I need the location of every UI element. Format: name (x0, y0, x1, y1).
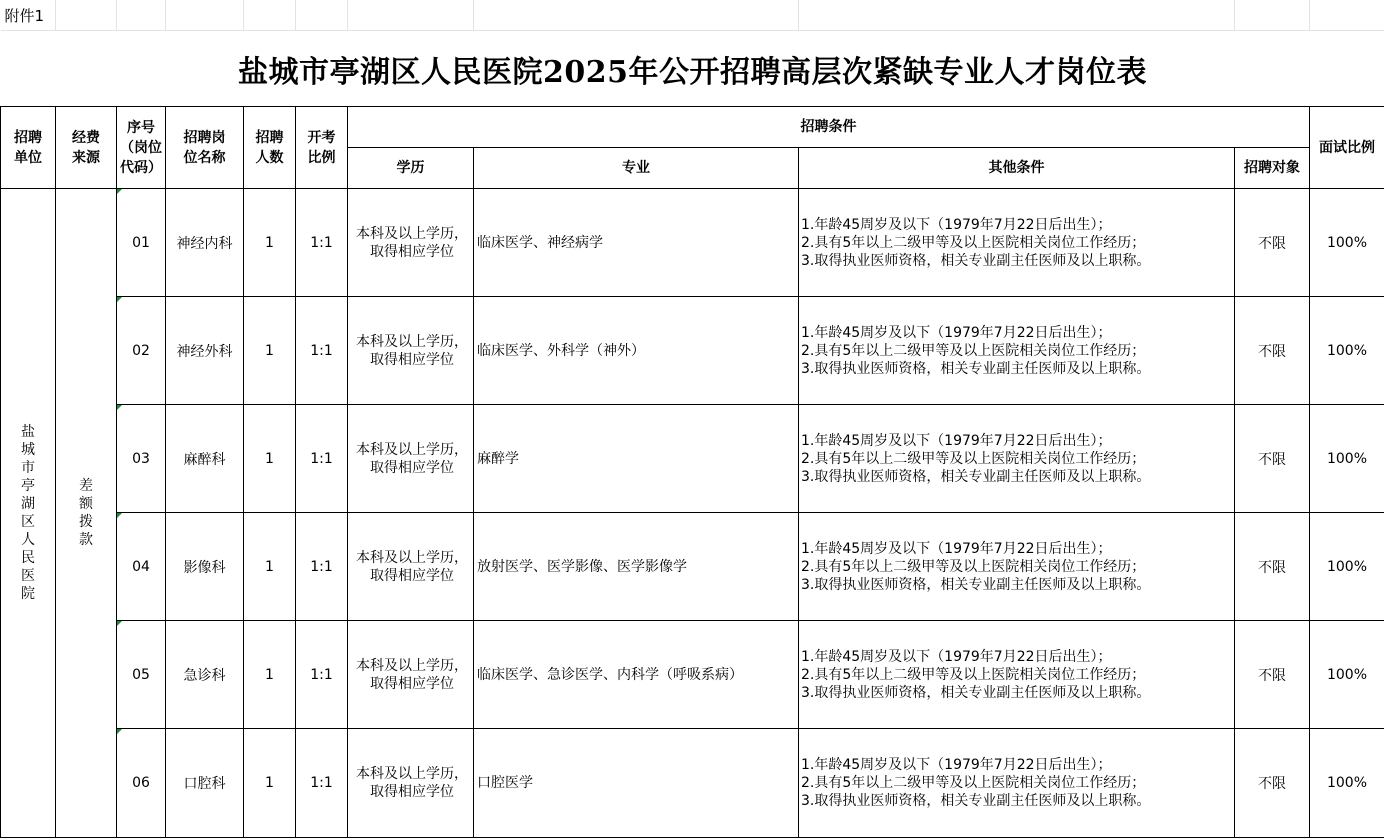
major-cell: 临床医学、急诊医学、内科学（呼吸系病） (474, 621, 799, 729)
condition-line: 1.年龄45周岁及以下（1979年7月22日后出生）； (801, 648, 1112, 665)
condition-line: 1.年龄45周岁及以下（1979年7月22日后出生）； (801, 757, 1112, 773)
ratio-cell: 1:1 (296, 297, 348, 405)
header-major: 专业 (474, 148, 799, 189)
condition-line: 3.取得执业医师资格，相关专业副主任医师及以上职称。 (801, 360, 1151, 377)
header-post: 招聘岗 位名称 (166, 107, 244, 189)
annex-label: 附件1 (1, 0, 56, 31)
other-conditions-cell (799, 729, 1235, 838)
post-cell: 影像科 (166, 513, 244, 621)
target-cell: 不限 (1235, 297, 1310, 405)
condition-line: 2.具有5年以上二级甲等及以上医院相关岗位工作经历； (801, 666, 1146, 683)
major-cell: 麻醉学 (474, 405, 799, 513)
condition-line: 3.取得执业医师资格，相关专业副主任医师及以上职称。 (801, 684, 1151, 701)
count-cell: 1 (244, 621, 296, 729)
interview-cell: 100% (1310, 729, 1384, 838)
header-unit: 招聘 单位 (1, 107, 56, 189)
header-education: 学历 (348, 148, 474, 189)
header-interview: 面试比例 (1310, 107, 1384, 189)
interview-cell: 100% (1310, 513, 1384, 621)
education-cell: 本科及以上学历， 取得相应学位 (348, 729, 474, 838)
major-cell: 放射医学、医学影像、医学影像学 (474, 513, 799, 621)
post-cell: 麻醉科 (166, 405, 244, 513)
condition-line: 2.具有5年以上二级甲等及以上医院相关岗位工作经历； (801, 234, 1146, 251)
unit-cell: 盐城市亭湖区人民医院 (1, 189, 56, 838)
page-title: 盐城市亭湖区人民医院2025年公开招聘高层次紧缺专业人才岗位表 (238, 54, 1147, 90)
major-cell: 口腔医学 (474, 729, 799, 838)
ratio-cell: 1:1 (296, 621, 348, 729)
education-cell: 本科及以上学历， 取得相应学位 (348, 621, 474, 729)
other-conditions-cell (799, 513, 1235, 621)
ratio-cell: 1:1 (296, 189, 348, 297)
target-cell: 不限 (1235, 405, 1310, 513)
condition-line: 2.具有5年以上二级甲等及以上医院相关岗位工作经历； (801, 558, 1146, 575)
condition-line: 2.具有5年以上二级甲等及以上医院相关岗位工作经历； (801, 450, 1146, 467)
condition-line: 2.具有5年以上二级甲等及以上医院相关岗位工作经历； (801, 775, 1146, 791)
seq-cell: 03 (117, 405, 166, 513)
condition-line: 1.年龄45周岁及以下（1979年7月22日后出生）； (801, 324, 1112, 341)
count-cell: 1 (244, 729, 296, 838)
interview-cell: 100% (1310, 297, 1384, 405)
table-row (1, 621, 1384, 729)
count-cell: 1 (244, 189, 296, 297)
other-conditions-cell (799, 405, 1235, 513)
table-row (1, 405, 1384, 513)
header-count: 招聘 人数 (244, 107, 296, 189)
table-row (1, 513, 1384, 621)
target-cell: 不限 (1235, 621, 1310, 729)
header-other: 其他条件 (799, 148, 1235, 189)
major-cell: 临床医学、外科学（神外） (474, 297, 799, 405)
seq-cell: 02 (117, 297, 166, 405)
other-conditions-cell (799, 621, 1235, 729)
post-cell: 神经外科 (166, 297, 244, 405)
seq-cell: 06 (117, 729, 166, 838)
seq-cell: 05 (117, 621, 166, 729)
interview-cell: 100% (1310, 621, 1384, 729)
count-cell: 1 (244, 513, 296, 621)
other-conditions-cell (799, 189, 1235, 297)
header-conditions: 招聘条件 (348, 107, 1310, 148)
education-cell: 本科及以上学历， 取得相应学位 (348, 297, 474, 405)
education-cell: 本科及以上学历， 取得相应学位 (348, 405, 474, 513)
funding-cell: 差额拨款 (56, 189, 117, 838)
seq-cell: 04 (117, 513, 166, 621)
major-cell: 临床医学、神经病学 (474, 189, 799, 297)
header-ratio: 开考 比例 (296, 107, 348, 189)
ratio-cell: 1:1 (296, 513, 348, 621)
post-cell: 神经内科 (166, 189, 244, 297)
post-cell: 急诊科 (166, 621, 244, 729)
post-cell: 口腔科 (166, 729, 244, 838)
target-cell: 不限 (1235, 729, 1310, 838)
ratio-cell: 1:1 (296, 405, 348, 513)
seq-cell: 01 (117, 189, 166, 297)
condition-line: 3.取得执业医师资格，相关专业副主任医师及以上职称。 (801, 793, 1151, 809)
table-row (1, 189, 1384, 297)
condition-line: 2.具有5年以上二级甲等及以上医院相关岗位工作经历； (801, 342, 1146, 359)
education-cell: 本科及以上学历， 取得相应学位 (348, 513, 474, 621)
table-row (1, 297, 1384, 405)
target-cell: 不限 (1235, 513, 1310, 621)
condition-line: 3.取得执业医师资格，相关专业副主任医师及以上职称。 (801, 252, 1151, 269)
condition-line: 3.取得执业医师资格，相关专业副主任医师及以上职称。 (801, 468, 1151, 485)
ratio-cell: 1:1 (296, 729, 348, 838)
condition-line: 1.年龄45周岁及以下（1979年7月22日后出生）； (801, 216, 1112, 233)
interview-cell: 100% (1310, 189, 1384, 297)
header-funding: 经费 来源 (56, 107, 117, 189)
table-row (1, 729, 1384, 838)
condition-line: 1.年龄45周岁及以下（1979年7月22日后出生）； (801, 432, 1112, 449)
count-cell: 1 (244, 405, 296, 513)
interview-cell: 100% (1310, 405, 1384, 513)
header-target: 招聘对象 (1235, 148, 1310, 189)
count-cell: 1 (244, 297, 296, 405)
other-conditions-cell (799, 297, 1235, 405)
target-cell: 不限 (1235, 189, 1310, 297)
header-seq: 序号 （岗位 代码） (117, 107, 166, 189)
condition-line: 3.取得执业医师资格，相关专业副主任医师及以上职称。 (801, 576, 1151, 593)
condition-line: 1.年龄45周岁及以下（1979年7月22日后出生）； (801, 540, 1112, 557)
education-cell: 本科及以上学历， 取得相应学位 (348, 189, 474, 297)
